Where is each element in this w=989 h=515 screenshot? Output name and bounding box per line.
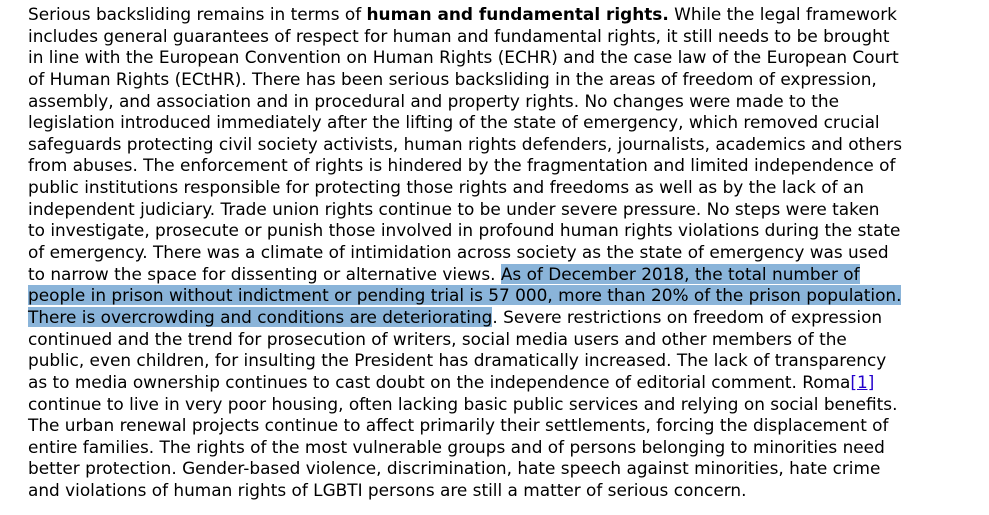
- text-line: legislation introduced immediately after the lifting of the state of emergency, which removed crucial: [28, 112, 880, 133]
- document-paragraph: [28, 4, 978, 502]
- text-line: The urban renewal projects continue to affect primarily their settlements, forcing the displacement of: [28, 415, 889, 436]
- text-line: of Human Rights (ECtHR). There has been serious backsliding in the areas of freedom of expression,: [28, 68, 877, 89]
- selected-text[interactable]: people in prison without indictment or pending trial is 57 000, more than 20% of the prison population.: [28, 285, 902, 306]
- footnote-link[interactable]: [1]: [850, 371, 875, 392]
- text-run: as to media ownership continues to cast doubt on the independence of editorial comment. Roma: [28, 371, 851, 392]
- selected-text[interactable]: There is overcrowding and conditions are deteriorating: [28, 306, 493, 327]
- text-line: public institutions responsible for protecting those rights and freedoms as well as by the lack of an: [28, 177, 864, 198]
- text-line: continued and the trend for prosecution of writers, social media users and other members of the: [28, 328, 847, 349]
- text-line: assembly, and association and in procedural and property rights. No changes were made to the: [28, 90, 840, 111]
- text-line: from abuses. The enforcement of rights is hindered by the fragmentation and limited independence of: [28, 155, 896, 176]
- text-line: [28, 4, 978, 26]
- text-line: to investigate, prosecute or punish those involved in profound human rights violations during the state: [28, 220, 901, 241]
- text-line: in line with the European Convention on Human Rights (ECHR) and the case law of the European Court: [28, 47, 899, 68]
- text-line: of emergency. There was a climate of intimidation across society as the state of emergency was used: [28, 242, 889, 263]
- text-line: [28, 285, 978, 307]
- text-run: to narrow the space for dissenting or alternative views.: [28, 263, 501, 284]
- text-line: better protection. Gender-based violence, discrimination, hate speech against minorities, hate crime: [28, 458, 881, 479]
- text-line: [28, 264, 978, 286]
- text-run: While the legal framework: [668, 4, 897, 24]
- text-line: [28, 307, 978, 329]
- text-line: entire families. The rights of the most vulnerable groups and of persons belonging to minorities need: [28, 436, 885, 457]
- selected-text[interactable]: As of December 2018, the total number of: [500, 263, 860, 284]
- text-line: and violations of human rights of LGBTI persons are still a matter of serious concern.: [28, 480, 747, 501]
- text-run: Serious backsliding remains in terms of: [28, 4, 367, 24]
- text-line: public, even children, for insulting the President has dramatically increased. The lack of transparency: [28, 350, 887, 371]
- text-line: continue to live in very poor housing, often lacking basic public services and relying on social benefits.: [28, 393, 898, 414]
- text-line: [28, 372, 978, 394]
- text-line: safeguards protecting civil society activists, human rights defenders, journalists, academics and others: [28, 133, 902, 154]
- text-run: . Severe restrictions on freedom of expression: [492, 306, 883, 327]
- text-line: independent judiciary. Trade union rights continue to be under severe pressure. No steps were taken: [28, 198, 880, 219]
- bold-heading-phrase: human and fundamental rights.: [366, 4, 669, 24]
- text-line: includes general guarantees of respect for human and fundamental rights, it still needs to be brought: [28, 25, 890, 46]
